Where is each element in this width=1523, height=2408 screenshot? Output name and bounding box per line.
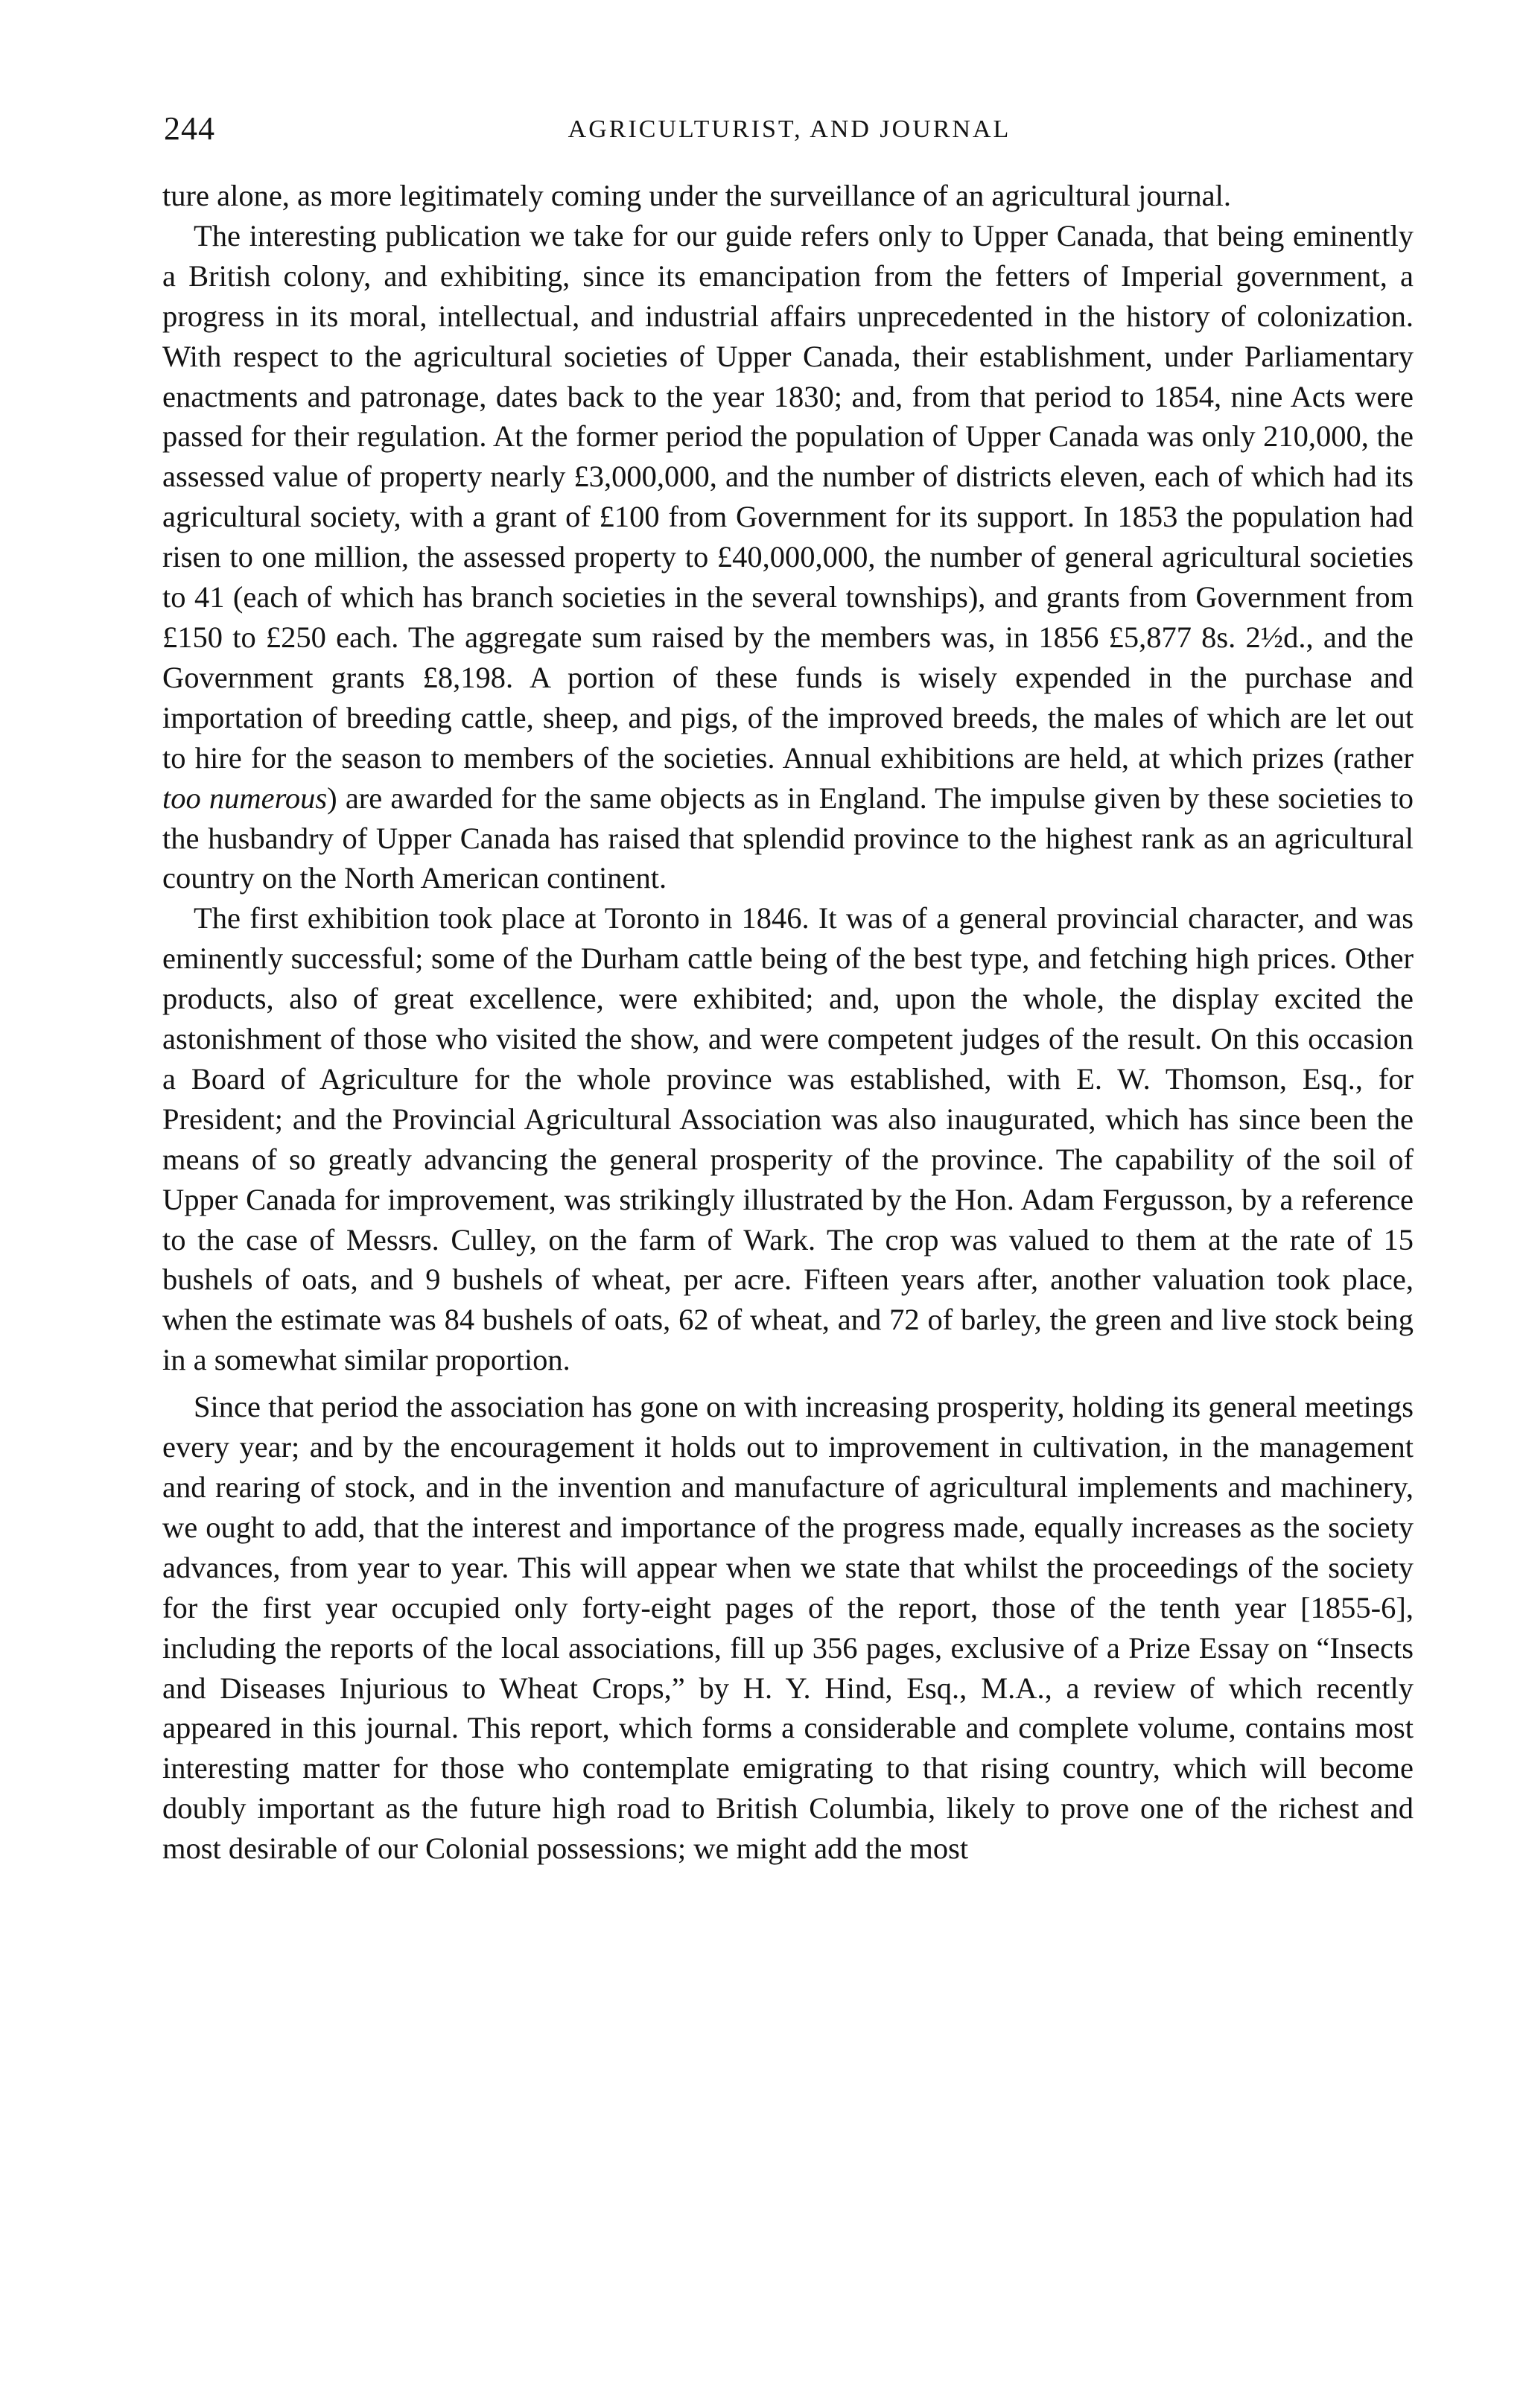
paragraph-first-exhibition: The first exhibition took place at Toronto in 1846. It was of a general provincial character, and was eminently successful; some of the Durham cattle being of the best type, and fetching high prices. Other products, also of great excellence, were exhibited; and, upon the whole, the display excited the astonishment of those who visited the show, and were competent judges of the result. On this occasion a Board of Agriculture for the whole province was established, with E. W. Thomson, Esq., for President; and the Provincial Agricultural Association was also inaugurated, which has since been the means of so greatly advancing the general prosperity of the province. The capability of the soil of Upper Canada for improvement, was strikingly illustrated by the Hon. Adam Fergusson, by a reference to the case of Messrs. Culley, on the farm of Wark. The crop was valued to them at the rate of 15 bushels of oats, and 9 bushels of wheat, per acre. Fifteen years after, another valuation took place, when the estimate was 84 bushels of oats, 62 of wheat, and 72 of barley, the green and live stock being in a somewhat similar proportion. xyxy=(162,901,1414,1377)
paragraph-continuation: ture alone, as more legitimately coming under the surveillance of an agricultural journal. xyxy=(162,179,1231,212)
page-header xyxy=(164,108,1415,153)
paragraph-text: The interesting publication we take for our guide refers only to Upper Canada, that being eminently a British colony, and exhibiting, since its emancipation from the fetters of Imperial government, a progress in its moral, intellectual, and industrial affairs unprecedented in the history of colonization. With respect to the agricultural societies of Upper Canada, their establishment, under Parliamentary enactments and patronage, dates back to the year 1830; and, from that period to 1854, nine Acts were passed for their regulation. At the former period the population of Upper Canada was only 210,000, the assessed value of property nearly £3,000,000, and the number of districts eleven, each of which had its agricultural society, with a grant of £100 from Government for its support. In 1853 the population had risen to one million, the assessed property to £40,000,000, the number of general agricultural societies to 41 (each of which has branch societies in the several townships), and grants from Government from £150 to £250 each. The aggregate sum raised by the members was, in 1856 £5,877 8s. 2½d., and the Government grants £8,198. A portion of these funds is wisely expended in the purchase and importation of breeding cattle, sheep, and pigs, of the improved breeds, the males of which are let out to hire for the season to members of the societies. Annual exhibitions are held, at which prizes (rather xyxy=(162,218,1414,775)
page-number: 244 xyxy=(164,110,215,147)
paragraph-upper-canada-societies xyxy=(162,216,1414,898)
body-text xyxy=(162,176,1414,1869)
paragraph-text-continued: ) are awarded for the same objects as in England. The impulse given by these societies to the husbandry of Upper Canada has raised that splendid province to the highest rank as an agricultural country on the North American continent. xyxy=(162,781,1414,895)
paragraph-association-progress: Since that period the association has gone on with increasing prosperity, holding its general meetings every year; and by the encouragement it holds out to improvement in cultivation, in the management and rearing of stock, and in the invention and manufacture of agricultural implements and machinery, we ought to add, that the interest and importance of the progress made, equally increases as the society advances, from year to year. This will appear when we state that whilst the proceedings of the society for the first year occupied only forty-eight pages of the report, those of the tenth year [1855-6], including the reports of the local associations, fill up 356 pages, exclusive of a Prize Essay on “Insects and Diseases Injurious to Wheat Crops,” by H. Y. Hind, Esq., M.A., a review of which recently appeared in this journal. This report, which forms a considerable and complete volume, contains most interesting matter for those who contemplate emigrating to that rising country, which will become doubly important as the future high road to British Columbia, likely to prove one of the richest and most desirable of our Colonial possessions; we might add the most xyxy=(162,1390,1414,1866)
running-title: AGRICULTURIST, AND JOURNAL xyxy=(567,115,1011,143)
italic-phrase: too numerous xyxy=(162,781,328,815)
